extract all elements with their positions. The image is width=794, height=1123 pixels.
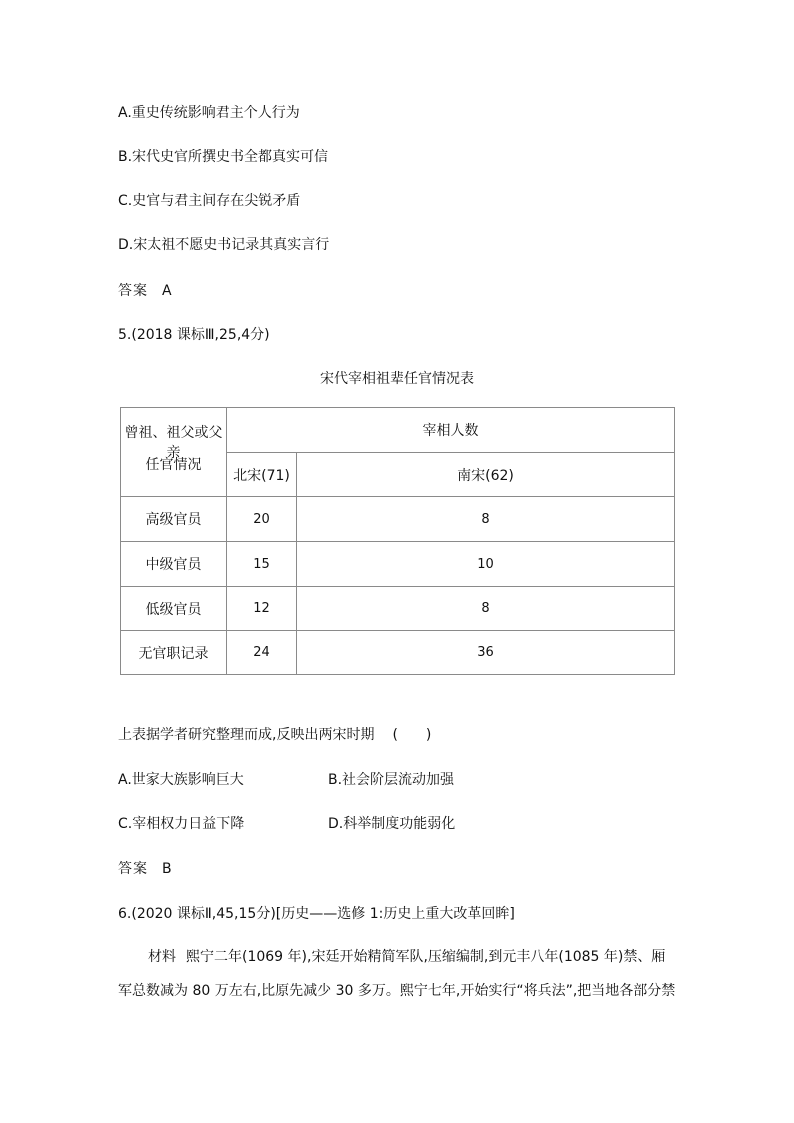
south-value: 10 xyxy=(297,542,675,587)
q4-option-b: B.宋代史官所撰史书全都真实可信 xyxy=(118,149,329,165)
table-row xyxy=(121,542,675,587)
q4-option-c: C.史官与君主间存在尖锐矛盾 xyxy=(118,193,301,209)
south-value: 8 xyxy=(297,497,675,542)
q5-stem xyxy=(118,725,431,745)
group-header: 宰相人数 xyxy=(227,408,675,453)
q5-option-c: C.宰相权力日益下降 xyxy=(118,816,245,832)
q5-answer-value: B xyxy=(162,861,172,877)
q5-option-b: B.社会阶层流动加强 xyxy=(328,772,455,788)
q6-material-label: 材料 xyxy=(148,949,176,965)
south-value: 36 xyxy=(297,631,675,675)
table-row xyxy=(121,631,675,675)
q6-material-text: 熙宁二年(1069 年),宋廷开始精简军队,压缩编制,到元丰八年(1085 年)禁、厢军总数减为 80 万左右,比原先减少 30 多万。熙宁七年,开始实行“将兵法”,把当地各部分禁 xyxy=(118,949,676,999)
q6-material xyxy=(118,940,678,1008)
q4-answer-value: A xyxy=(162,283,172,299)
row-label: 低级官员 xyxy=(121,587,227,631)
col-header-north: 北宋(71) xyxy=(227,453,297,497)
south-value: 8 xyxy=(297,587,675,631)
row-header-line1: 曾祖、祖父或父亲 xyxy=(124,425,223,461)
north-value: 20 xyxy=(227,497,297,542)
q5-option-d: D.科举制度功能弱化 xyxy=(328,816,456,832)
q4-option-d: D.宋太祖不愿史书记录其真实言行 xyxy=(118,237,330,253)
q5-blank: ( ) xyxy=(392,727,432,743)
table-row xyxy=(121,587,675,631)
table-row xyxy=(121,497,675,542)
q4-answer xyxy=(118,281,172,301)
north-value: 12 xyxy=(227,587,297,631)
row-label: 中级官员 xyxy=(121,542,227,587)
table-row-header-cell xyxy=(121,408,227,497)
q4-option-a: A.重史传统影响君主个人行为 xyxy=(118,105,300,121)
q5-answer xyxy=(118,859,172,879)
q6-heading: 6.(2020 课标Ⅱ,45,15分)[历史——选修 1:历史上重大改革回眸] xyxy=(118,906,515,922)
row-header-line2: 任官情况 xyxy=(145,457,202,473)
q5-heading: 5.(2018 课标Ⅲ,25,4分) xyxy=(118,327,270,343)
q4-answer-label: 答案 xyxy=(118,283,148,299)
q5-table-title: 宋代宰相祖辈任官情况表 xyxy=(320,371,474,387)
col-header-south: 南宋(62) xyxy=(297,453,675,497)
north-value: 24 xyxy=(227,631,297,675)
q5-table xyxy=(120,407,675,675)
q5-answer-label: 答案 xyxy=(118,861,148,877)
row-label: 高级官员 xyxy=(121,497,227,542)
row-label: 无官职记录 xyxy=(121,631,227,675)
q5-stem-text: 上表据学者研究整理而成,反映出两宋时期 xyxy=(118,727,375,743)
q5-option-a: A.世家大族影响巨大 xyxy=(118,772,244,788)
north-value: 15 xyxy=(227,542,297,587)
